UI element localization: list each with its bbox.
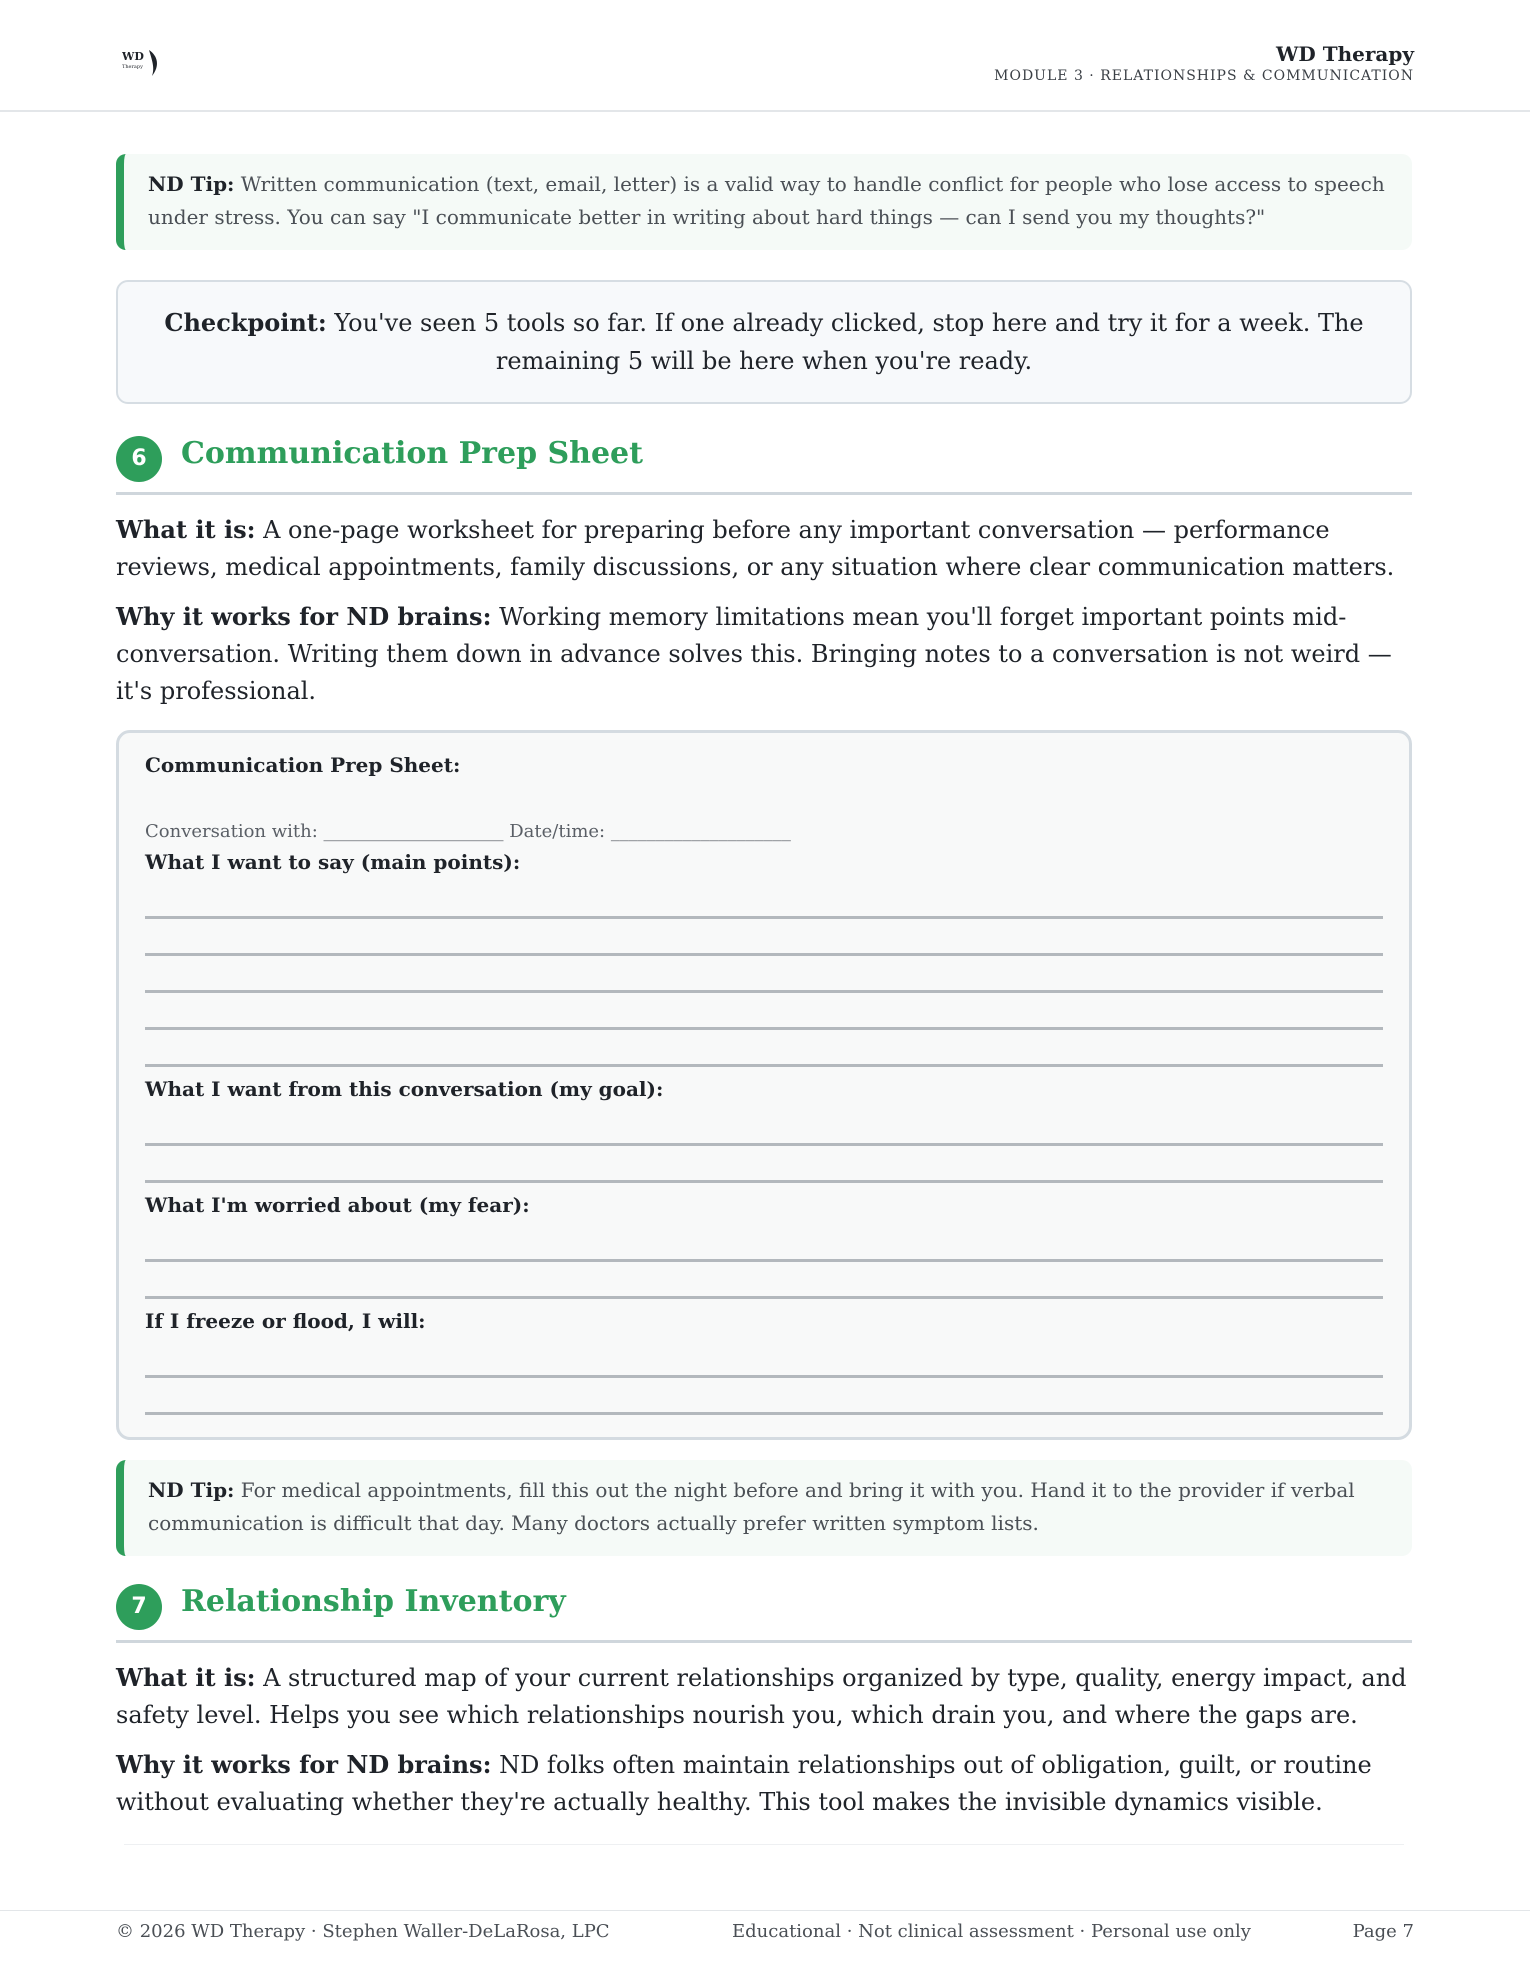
freeze-label: If I freeze or flood, I will:	[145, 1309, 426, 1333]
checkpoint-label: Checkpoint:	[164, 308, 327, 337]
tip-label: ND Tip:	[148, 1478, 235, 1502]
tip-text: For medical appointments, fill this out the night before and bring it with you. Hand it to the provider if verbal communication is difficult that day. Many doctors actually prefer written symptom lists.	[148, 1478, 1355, 1535]
write-line[interactable]	[145, 1225, 1383, 1262]
write-line[interactable]	[145, 882, 1383, 919]
footer-copyright: © 2026 WD Therapy · Stephen Waller-DeLaRosa, LPC	[116, 1921, 610, 1942]
write-line[interactable]	[145, 1146, 1383, 1183]
section-title: Communication Prep Sheet	[181, 436, 643, 471]
write-line[interactable]	[145, 1109, 1383, 1146]
section-number-badge: 6	[116, 436, 162, 482]
module-label: MODULE 3 · RELATIONSHIPS & COMMUNICATION	[994, 68, 1414, 84]
tip-text: Written communication (text, email, letter) is a valid way to handle conflict for people who lose access to speech under stress. You can say "I communicate better in writing about hard things — can I send you my thoughts?"	[148, 172, 1385, 229]
write-line[interactable]	[145, 1378, 1383, 1415]
what-label: What it is:	[116, 515, 256, 544]
brand-name: WD Therapy	[1275, 42, 1414, 66]
footer-disclaimer: Educational · Not clinical assessment · Personal use only	[732, 1921, 1251, 1942]
checkpoint-text: You've seen 5 tools so far. If one already clicked, stop here and try it for a week. The remaining 5 will be here when you're ready.	[334, 309, 1364, 375]
conversation-with-field[interactable]: Conversation with: ____________________ Date/time: ____________________	[145, 821, 791, 842]
svg-text:WD: WD	[122, 50, 144, 63]
write-line[interactable]	[145, 1262, 1383, 1299]
why-it-works-paragraph	[116, 598, 1412, 710]
what-text: A structured map of your current relationships organized by type, quality, energy impact, and safety level. Helps you see which relationships nourish you, which drain you, and where the gaps are.	[116, 1664, 1407, 1729]
write-line[interactable]	[145, 993, 1383, 1030]
what-it-is-paragraph	[116, 1659, 1412, 1734]
fear-label: What I'm worried about (my fear):	[145, 1193, 530, 1217]
write-line[interactable]	[145, 1341, 1383, 1378]
nd-tip-callout	[116, 1460, 1412, 1556]
page-content	[116, 154, 1412, 1821]
what-label: What it is:	[116, 1663, 256, 1692]
checkpoint-box	[116, 280, 1412, 404]
section-number-badge: 7	[116, 1584, 162, 1630]
wd-therapy-logo	[122, 46, 164, 78]
write-line[interactable]	[145, 1030, 1383, 1067]
prep-sheet-worksheet	[116, 730, 1412, 1440]
why-text: ND folks often maintain relationships out of obligation, guilt, or routine without evaluating whether they're actually healthy. This tool makes the invisible dynamics visible.	[116, 1751, 1372, 1816]
why-text: Working memory limitations mean you'll forget important points mid-conversation. Writing them down in advance solves this. Bringing notes to a conversation is not weird — it's professional.	[116, 603, 1392, 705]
section-6-heading	[116, 426, 1412, 495]
nd-tip-callout	[116, 154, 1412, 250]
section-7-heading	[116, 1574, 1412, 1643]
section-title: Relationship Inventory	[181, 1584, 566, 1619]
tip-label: ND Tip:	[148, 172, 235, 196]
main-points-label: What I want to say (main points):	[145, 850, 521, 874]
what-text: A one-page worksheet for preparing before any important conversation — performance reviews, medical appointments, family discussions, or any situation where clear communication matters.	[116, 516, 1395, 581]
why-label: Why it works for ND brains:	[116, 1750, 492, 1779]
page-header	[0, 0, 1530, 112]
why-label: Why it works for ND brains:	[116, 602, 492, 631]
write-line[interactable]	[145, 919, 1383, 956]
svg-text:Therapy: Therapy	[122, 64, 143, 70]
goal-label: What I want from this conversation (my goal):	[145, 1077, 664, 1101]
write-line[interactable]	[145, 956, 1383, 993]
divider	[124, 1844, 1404, 1845]
what-it-is-paragraph	[116, 511, 1412, 586]
page-number: Page 7	[1352, 1921, 1414, 1942]
worksheet-title: Communication Prep Sheet:	[145, 753, 461, 777]
why-it-works-paragraph	[116, 1746, 1412, 1821]
page-footer	[0, 1910, 1530, 1980]
